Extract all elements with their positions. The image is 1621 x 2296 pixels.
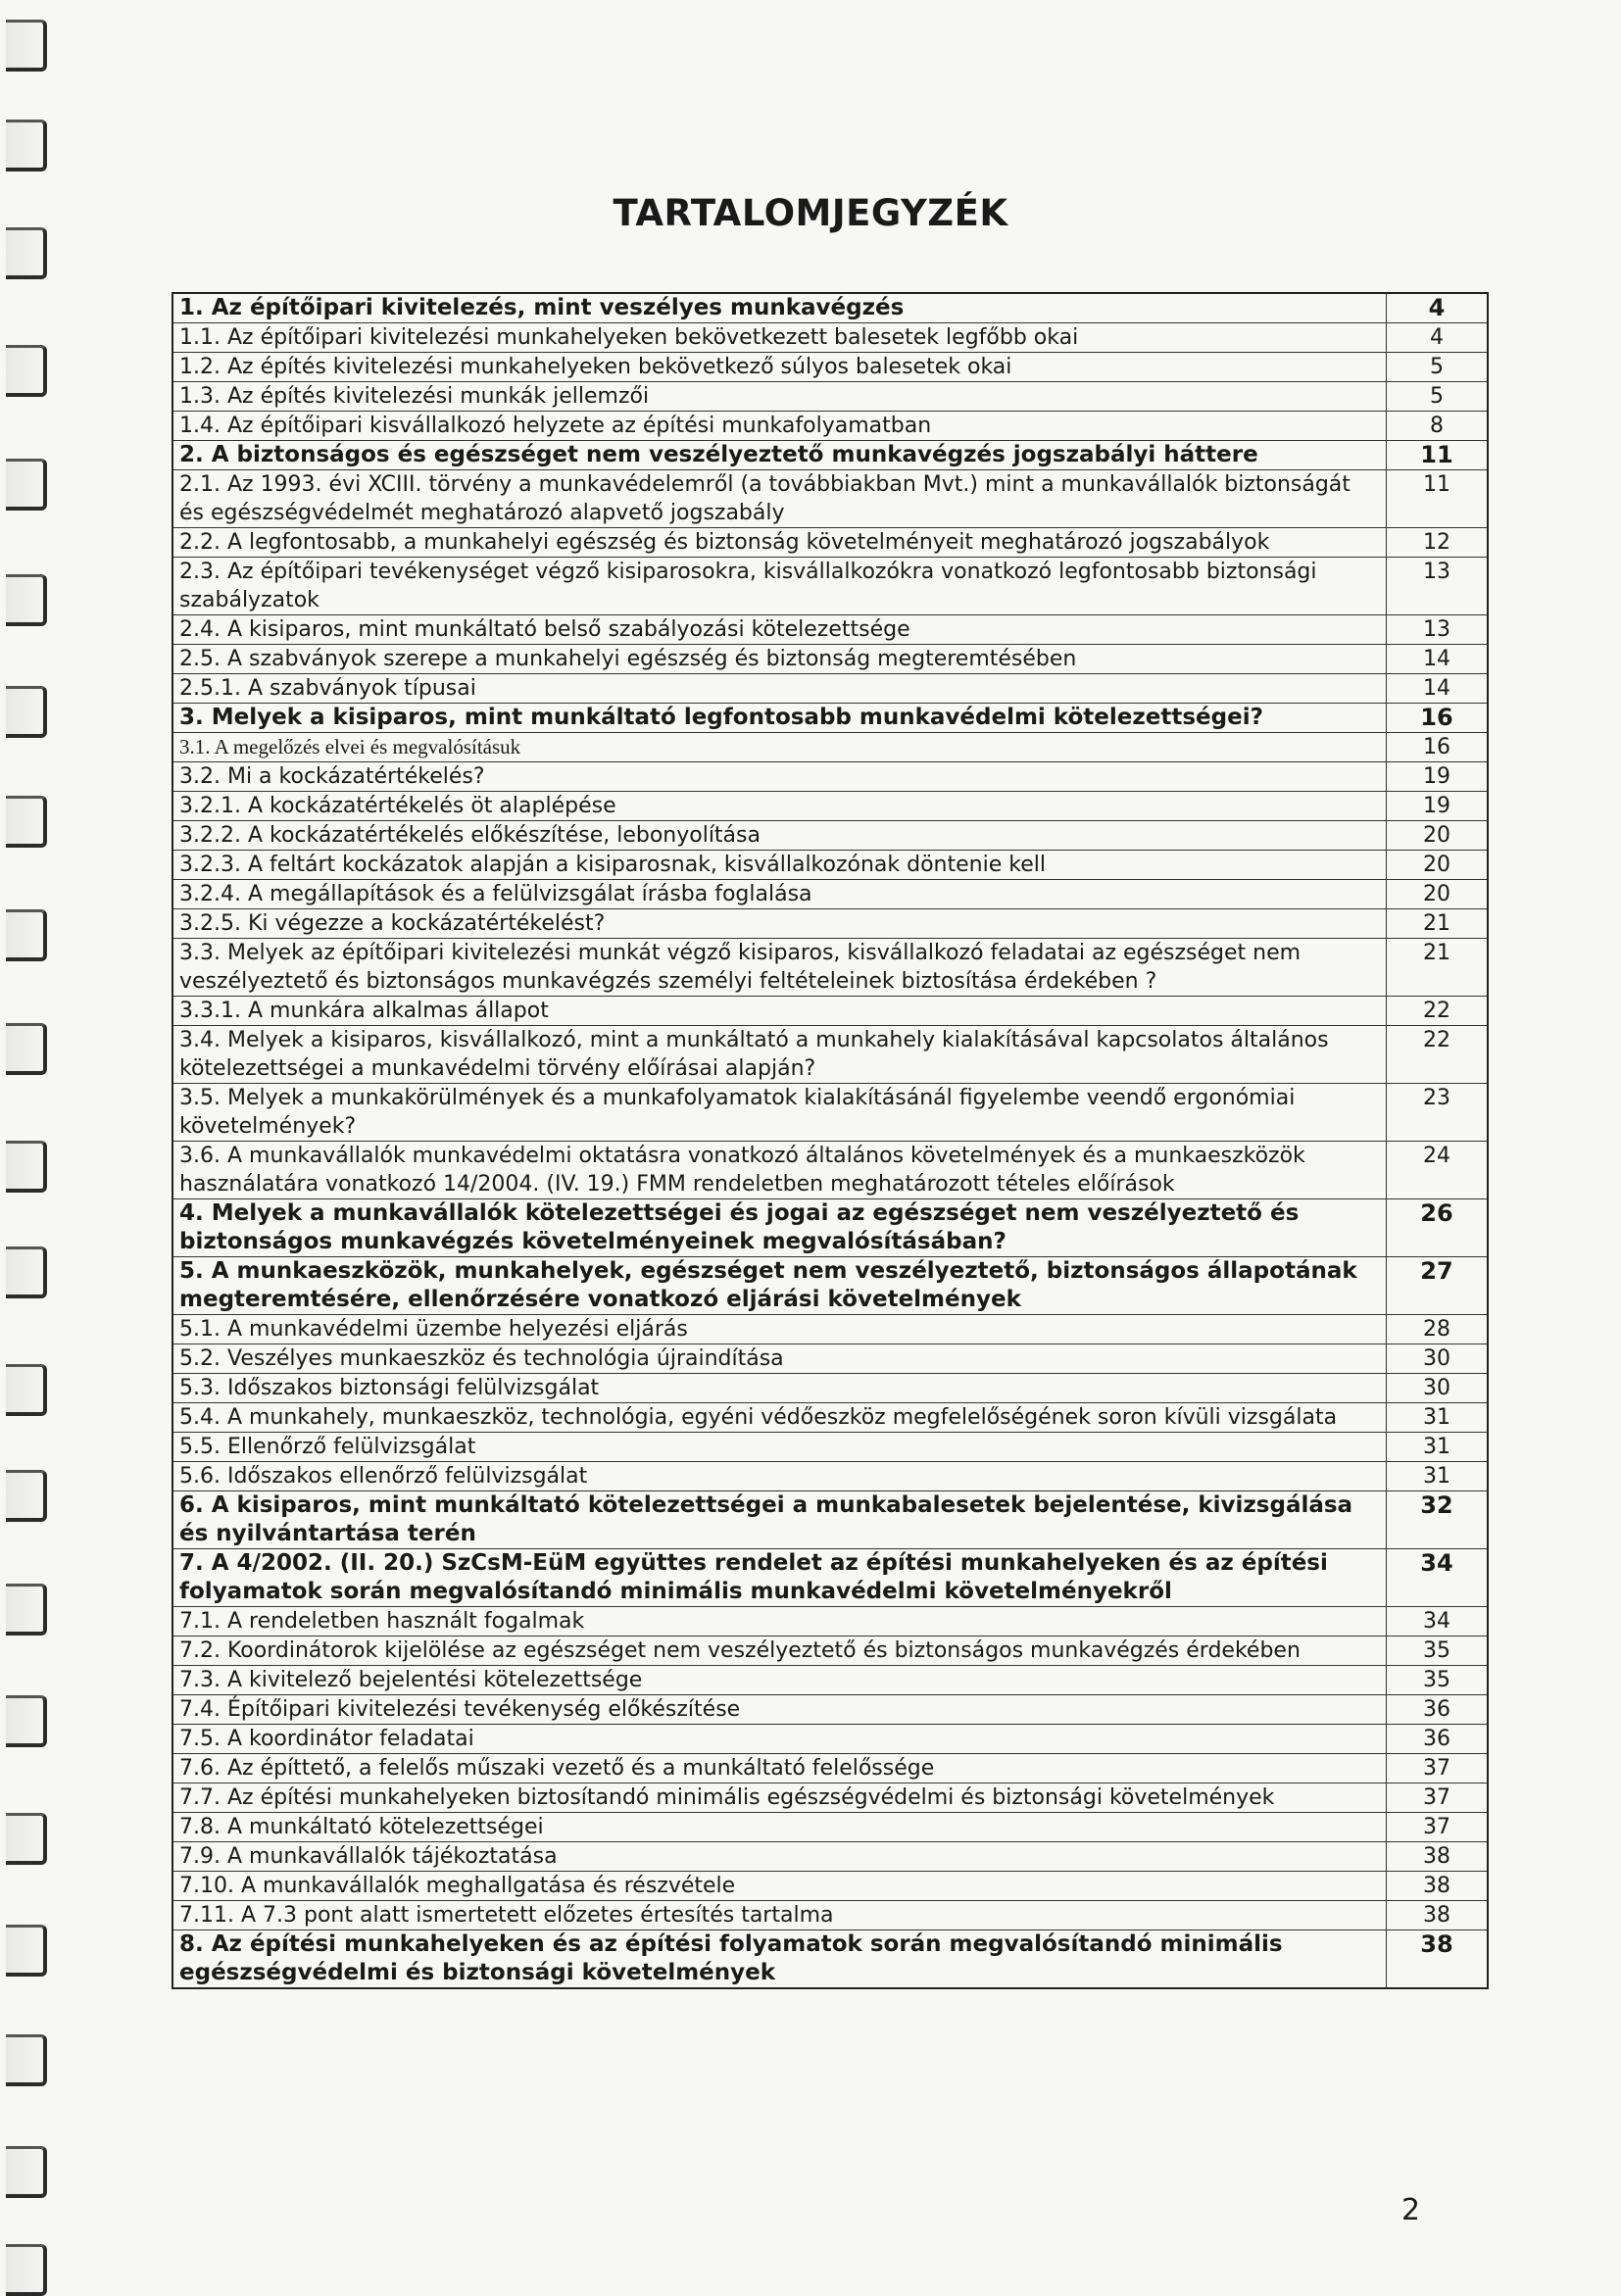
- toc-entry-title: 3.2.5. Ki végezze a kockázatértékelést?: [172, 909, 1387, 939]
- toc-entry-title: 7.11. A 7.3 pont alatt ismertetett előzetes értesítés tartalma: [172, 1901, 1387, 1930]
- binding-ring: [6, 1246, 47, 1298]
- toc-entry-title: 1.2. Az építés kivitelezési munkahelyeken bekövetkező súlyos balesetek okai: [172, 353, 1387, 382]
- toc-entry-page: 38: [1387, 1842, 1489, 1872]
- toc-entry-title: 3.5. Melyek a munkakörülmények és a munkafolyamatok kialakításánál figyelembe veendő ergonómiai követelmények?: [172, 1084, 1387, 1142]
- toc-entry-title: 3.2.4. A megállapítások és a felülvizsgálat írásba foglalása: [172, 880, 1387, 909]
- toc-entry-title: 5.3. Időszakos biztonsági felülvizsgálat: [172, 1374, 1387, 1403]
- toc-row: [172, 997, 1488, 1026]
- toc-row: [172, 1374, 1488, 1403]
- toc-entry-title: 7.2. Koordinátorok kijelölése az egészséget nem veszélyeztető és biztonságos munkavégzés érdekében: [172, 1637, 1387, 1666]
- toc-entry-page: 38: [1387, 1901, 1489, 1930]
- toc-entry-title: 5.4. A munkahely, munkaeszköz, technológia, egyéni védőeszköz megfelelőségének soron kívüli vizsgálata: [172, 1403, 1387, 1433]
- toc-row: [172, 821, 1488, 851]
- toc-entry-title: 2.5.1. A szabványok típusai: [172, 674, 1387, 704]
- toc-entry-page: 38: [1387, 1872, 1489, 1901]
- toc-entry-title: 4. Melyek a munkavállalók kötelezettségei és jogai az egészséget nem veszélyeztető és biztonságos munkavégzés követelményeinek megvalósításában?: [172, 1199, 1387, 1257]
- toc-row: [172, 1637, 1488, 1666]
- toc-row: [172, 615, 1488, 645]
- toc-entry-page: 22: [1387, 1026, 1489, 1084]
- toc-row: [172, 645, 1488, 674]
- toc-entry-page: 13: [1387, 615, 1489, 645]
- toc-entry-page: 4: [1387, 323, 1489, 353]
- toc-entry-page: 12: [1387, 528, 1489, 558]
- toc-entry-title: 3.1. A megelőzés elvei és megvalósításuk: [172, 733, 1387, 762]
- binding-ring: [6, 1141, 47, 1193]
- toc-row: [172, 704, 1488, 733]
- toc-row: [172, 909, 1488, 939]
- toc-row: [172, 1142, 1488, 1199]
- binding-ring: [6, 1470, 47, 1522]
- toc-entry-title: 5.2. Veszélyes munkaeszköz és technológia újraindítása: [172, 1344, 1387, 1374]
- toc-row: [172, 880, 1488, 909]
- toc-entry-page: 8: [1387, 412, 1489, 441]
- toc-entry-page: 5: [1387, 353, 1489, 382]
- toc-entry-page: 20: [1387, 880, 1489, 909]
- toc-entry-title: 7.6. Az építtető, a felelős műszaki vezető és a munkáltató felelőssége: [172, 1754, 1387, 1783]
- toc-row: [172, 558, 1488, 615]
- toc-row: [172, 733, 1488, 762]
- toc-entry-title: 2.4. A kisiparos, mint munkáltató belső szabályozási kötelezettsége: [172, 615, 1387, 645]
- binding-ring: [6, 1364, 47, 1416]
- page-number: 2: [1401, 2193, 1421, 2227]
- toc-row: [172, 1783, 1488, 1813]
- toc-row: [172, 1491, 1488, 1549]
- toc-entry-page: 19: [1387, 792, 1489, 821]
- binding-ring: [6, 227, 47, 279]
- toc-entry-title: 5. A munkaeszközök, munkahelyek, egészséget nem veszélyeztető, biztonságos állapotának megteremtésére, ellenőrzésére vonatkozó eljárási követelmények: [172, 1257, 1387, 1315]
- toc-entry-title: 2.5. A szabványok szerepe a munkahelyi egészség és biztonság megteremtésében: [172, 645, 1387, 674]
- toc-entry-page: 22: [1387, 997, 1489, 1026]
- toc-entry-title: 5.6. Időszakos ellenőrző felülvizsgálat: [172, 1462, 1387, 1491]
- table-of-contents: [172, 292, 1489, 1989]
- toc-entry-title: 7.10. A munkavállalók meghallgatása és részvétele: [172, 1872, 1387, 1901]
- toc-row: [172, 323, 1488, 353]
- toc-entry-title: 3.2.3. A feltárt kockázatok alapján a kisiparosnak, kisvállalkozónak döntenie kell: [172, 851, 1387, 880]
- toc-entry-title: 3.2.2. A kockázatértékelés előkészítése, lebonyolítása: [172, 821, 1387, 851]
- toc-entry-title: 3.4. Melyek a kisiparos, kisvállalkozó, mint a munkáltató a munkahely kialakításával kapcsolatos általános kötelezettségei a munkavédelmi törvény előírásai alapján?: [172, 1026, 1387, 1084]
- toc-entry-page: 20: [1387, 851, 1489, 880]
- toc-entry-title: 3.3.1. A munkára alkalmas állapot: [172, 997, 1387, 1026]
- toc-entry-page: 31: [1387, 1462, 1489, 1491]
- toc-entry-page: 24: [1387, 1142, 1489, 1199]
- toc-entry-title: 5.1. A munkavédelmi üzembe helyezési eljárás: [172, 1315, 1387, 1344]
- toc-entry-title: 7.9. A munkavállalók tájékoztatása: [172, 1842, 1387, 1872]
- binding-ring: [6, 459, 47, 511]
- toc-entry-page: 13: [1387, 558, 1489, 615]
- toc-entry-title: 7.8. A munkáltató kötelezettségei: [172, 1813, 1387, 1842]
- toc-row: [172, 1901, 1488, 1930]
- spiral-binding: [0, 0, 59, 2291]
- toc-entry-page: 19: [1387, 762, 1489, 792]
- toc-entry-title: 7.1. A rendeletben használt fogalmak: [172, 1607, 1387, 1637]
- toc-row: [172, 851, 1488, 880]
- toc-entry-page: 16: [1387, 733, 1489, 762]
- toc-row: [172, 441, 1488, 470]
- toc-entry-page: 21: [1387, 909, 1489, 939]
- binding-ring: [6, 1925, 47, 1977]
- toc-row: [172, 412, 1488, 441]
- toc-entry-page: 16: [1387, 704, 1489, 733]
- binding-ring: [6, 796, 47, 848]
- toc-row: [172, 1462, 1488, 1491]
- toc-row: [172, 762, 1488, 792]
- toc-row: [172, 1607, 1488, 1637]
- toc-entry-page: 11: [1387, 441, 1489, 470]
- toc-entry-title: 2. A biztonságos és egészséget nem veszélyeztető munkavégzés jogszabályi háttere: [172, 441, 1387, 470]
- toc-row: [172, 382, 1488, 412]
- toc-entry-title: 1.3. Az építés kivitelezési munkák jellemzői: [172, 382, 1387, 412]
- toc-body: [172, 293, 1488, 1988]
- toc-row: [172, 1344, 1488, 1374]
- toc-entry-title: 3.2.1. A kockázatértékelés öt alaplépése: [172, 792, 1387, 821]
- toc-row: [172, 1930, 1488, 1989]
- toc-entry-page: 28: [1387, 1315, 1489, 1344]
- toc-entry-page: 30: [1387, 1374, 1489, 1403]
- toc-row: [172, 1315, 1488, 1344]
- toc-row: [172, 1199, 1488, 1257]
- toc-entry-page: 37: [1387, 1754, 1489, 1783]
- toc-entry-page: 23: [1387, 1084, 1489, 1142]
- toc-entry-title: 8. Az építési munkahelyeken és az építési folyamatok során megvalósítandó minimális egészségvédelmi és biztonsági követelmények: [172, 1930, 1387, 1989]
- toc-entry-page: 36: [1387, 1695, 1489, 1725]
- toc-entry-title: 7.3. A kivitelező bejelentési kötelezettsége: [172, 1666, 1387, 1695]
- binding-ring: [6, 1584, 47, 1636]
- toc-row: [172, 1725, 1488, 1754]
- binding-ring: [6, 2034, 47, 2086]
- toc-entry-title: 7. A 4/2002. (II. 20.) SzCsM-EüM együttes rendelet az építési munkahelyeken és az építési folyamatok során megvalósítandó minimális munkavédelmi követelményekről: [172, 1549, 1387, 1607]
- toc-entry-title: 2.1. Az 1993. évi XCIII. törvény a munkavédelemről (a továbbiakban Mvt.) mint a munkavállalók biztonságát és egészségvédelmét meghatározó alapvető jogszabály: [172, 470, 1387, 528]
- toc-row: [172, 1257, 1488, 1315]
- toc-entry-title: 1.1. Az építőipari kivitelezési munkahelyeken bekövetkezett balesetek legfőbb okai: [172, 323, 1387, 353]
- binding-ring: [6, 345, 47, 397]
- toc-entry-title: 2.3. Az építőipari tevékenységet végző kisiparosokra, kisvállalkozókra vonatkozó legfontosabb biztonsági szabályzatok: [172, 558, 1387, 615]
- toc-entry-title: 3.6. A munkavállalók munkavédelmi oktatásra vonatkozó általános követelmények és a munkaeszközök használatára vonatkozó 14/2004. (IV. 19.) FMM rendeletben meghatározott tételes előírások: [172, 1142, 1387, 1199]
- binding-ring: [6, 1813, 47, 1865]
- toc-row: [172, 1549, 1488, 1607]
- binding-ring: [6, 2244, 47, 2296]
- toc-row: [172, 674, 1488, 704]
- toc-entry-page: 14: [1387, 674, 1489, 704]
- toc-row: [172, 1433, 1488, 1462]
- toc-entry-page: 5: [1387, 382, 1489, 412]
- toc-row: [172, 1666, 1488, 1695]
- toc-entry-title: 1. Az építőipari kivitelezés, mint veszélyes munkavégzés: [172, 293, 1387, 323]
- toc-entry-page: 34: [1387, 1549, 1489, 1607]
- toc-row: [172, 293, 1488, 323]
- toc-entry-title: 7.4. Építőipari kivitelezési tevékenység előkészítése: [172, 1695, 1387, 1725]
- toc-entry-page: 30: [1387, 1344, 1489, 1374]
- toc-row: [172, 1754, 1488, 1783]
- toc-entry-title: 2.2. A legfontosabb, a munkahelyi egészség és biztonság követelményeit meghatározó jogszabályok: [172, 528, 1387, 558]
- toc-entry-title: 3.3. Melyek az építőipari kivitelezési munkát végző kisiparos, kisvállalkozó feladatai az egészséget nem veszélyeztető és biztonságos munkavégzés személyi feltételeinek biztosítása érdekében ?: [172, 939, 1387, 997]
- toc-entry-page: 11: [1387, 470, 1489, 528]
- toc-entry-page: 31: [1387, 1433, 1489, 1462]
- toc-entry-page: 20: [1387, 821, 1489, 851]
- toc-entry-title: 7.7. Az építési munkahelyeken biztosítandó minimális egészségvédelmi és biztonsági követelmények: [172, 1783, 1387, 1813]
- toc-row: [172, 792, 1488, 821]
- toc-entry-page: 35: [1387, 1666, 1489, 1695]
- toc-row: [172, 1872, 1488, 1901]
- toc-entry-title: 5.5. Ellenőrző felülvizsgálat: [172, 1433, 1387, 1462]
- toc-entry-page: 14: [1387, 645, 1489, 674]
- toc-entry-page: 31: [1387, 1403, 1489, 1433]
- toc-entry-page: 27: [1387, 1257, 1489, 1315]
- toc-entry-title: 3. Melyek a kisiparos, mint munkáltató legfontosabb munkavédelmi kötelezettségei?: [172, 704, 1387, 733]
- toc-entry-title: 6. A kisiparos, mint munkáltató kötelezettségei a munkabalesetek bejelentése, kivizsgálása és nyilvántartása terén: [172, 1491, 1387, 1549]
- toc-entry-title: 7.5. A koordinátor feladatai: [172, 1725, 1387, 1754]
- binding-ring: [6, 20, 47, 72]
- toc-row: [172, 1842, 1488, 1872]
- binding-ring: [6, 574, 47, 626]
- toc-entry-page: 37: [1387, 1813, 1489, 1842]
- binding-ring: [6, 686, 47, 738]
- toc-row: [172, 939, 1488, 997]
- binding-ring: [6, 1023, 47, 1075]
- toc-row: [172, 1813, 1488, 1842]
- toc-entry-page: 38: [1387, 1930, 1489, 1989]
- toc-entry-page: 26: [1387, 1199, 1489, 1257]
- binding-ring: [6, 1695, 47, 1747]
- toc-entry-page: 21: [1387, 939, 1489, 997]
- toc-entry-page: 34: [1387, 1607, 1489, 1637]
- toc-entry-page: 36: [1387, 1725, 1489, 1754]
- toc-entry-page: 4: [1387, 293, 1489, 323]
- toc-row: [172, 1695, 1488, 1725]
- toc-row: [172, 1026, 1488, 1084]
- toc-row: [172, 528, 1488, 558]
- toc-entry-title: 3.2. Mi a kockázatértékelés?: [172, 762, 1387, 792]
- toc-entry-title: 1.4. Az építőipari kisvállalkozó helyzete az építési munkafolyamatban: [172, 412, 1387, 441]
- toc-entry-page: 35: [1387, 1637, 1489, 1666]
- binding-ring: [6, 2146, 47, 2198]
- toc-entry-page: 37: [1387, 1783, 1489, 1813]
- toc-row: [172, 1084, 1488, 1142]
- binding-ring: [6, 909, 47, 961]
- toc-entry-page: 32: [1387, 1491, 1489, 1549]
- toc-row: [172, 470, 1488, 528]
- toc-row: [172, 353, 1488, 382]
- binding-ring: [6, 120, 47, 171]
- page-title: TARTALOMJEGYZÉK: [613, 192, 1008, 234]
- toc-row: [172, 1403, 1488, 1433]
